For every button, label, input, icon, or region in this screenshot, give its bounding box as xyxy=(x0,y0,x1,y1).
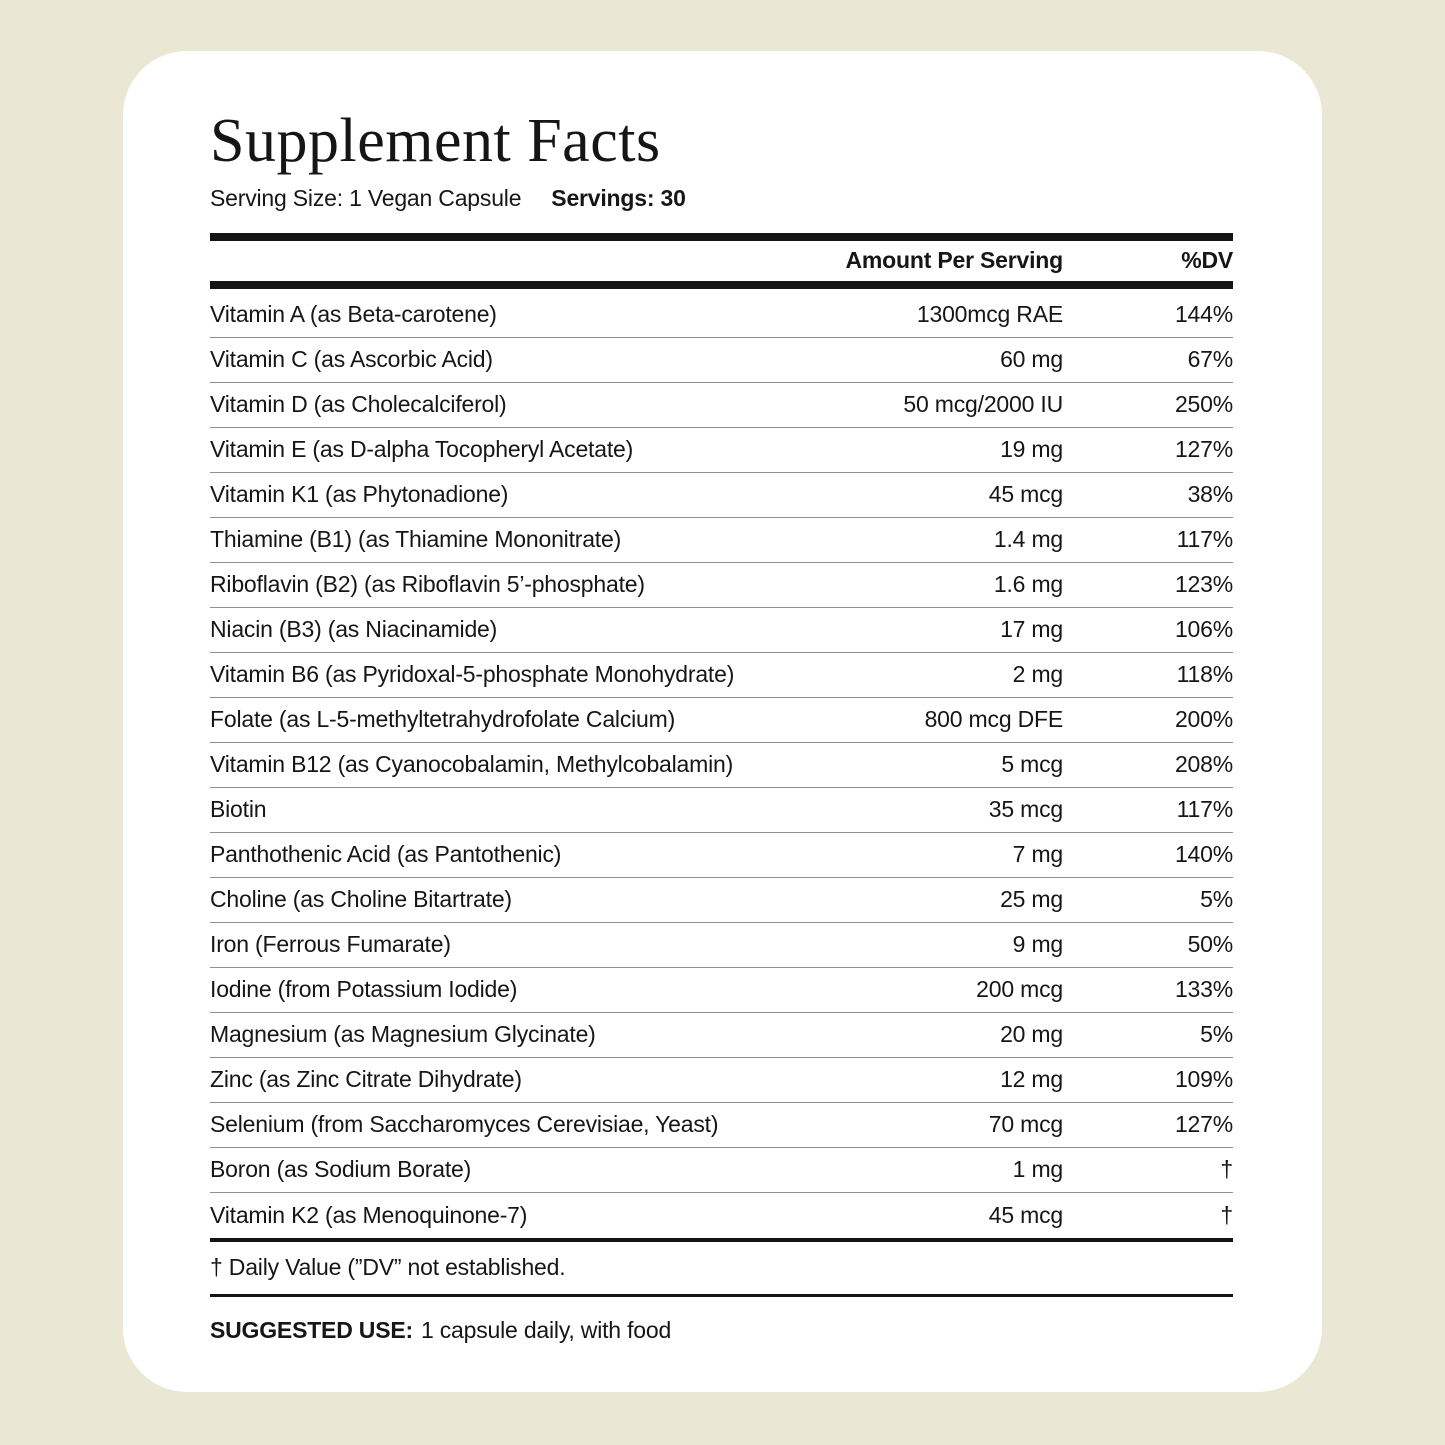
footnote xyxy=(210,1242,1233,1294)
row-amount: 5 mcg xyxy=(1001,751,1063,778)
row-nutrient: Vitamin E (as D-alpha Tocopheryl Acetate) xyxy=(210,436,634,463)
row-amount: 1.4 mg xyxy=(993,526,1063,553)
row-nutrient: Vitamin C (as Ascorbic Acid) xyxy=(210,346,493,373)
row-dv: 38% xyxy=(1187,481,1233,508)
percent-dv-header: %DV xyxy=(1181,247,1233,274)
row-dv: 140% xyxy=(1174,841,1233,868)
row-dv: 5% xyxy=(1200,1021,1233,1048)
suggested-use-label: SUGGESTED USE: xyxy=(210,1316,413,1343)
row-amount: 60 mg xyxy=(1000,346,1063,373)
row-nutrient: Riboflavin (B2) (as Riboflavin 5’-phosphate) xyxy=(210,571,645,598)
table-row xyxy=(210,833,1233,878)
table-row xyxy=(210,338,1233,383)
row-amount: 1300mcg RAE xyxy=(916,301,1063,328)
row-dv: 117% xyxy=(1176,526,1233,553)
table-row xyxy=(210,1013,1233,1058)
row-amount: 9 mg xyxy=(1012,931,1063,958)
row-dv: 106% xyxy=(1174,616,1233,643)
table-row xyxy=(210,563,1233,608)
row-dv: 208% xyxy=(1174,751,1233,778)
table-row xyxy=(210,788,1233,833)
footnote-text: † Daily Value (”DV” not established. xyxy=(210,1254,566,1281)
row-dv: 109% xyxy=(1174,1066,1233,1093)
row-dv: † xyxy=(1220,1201,1233,1228)
table-row xyxy=(210,518,1233,563)
table-row xyxy=(210,1058,1233,1103)
row-amount: 17 mg xyxy=(1000,616,1063,643)
table-row xyxy=(210,293,1233,338)
table-row xyxy=(210,1148,1233,1193)
row-nutrient: Iodine (from Potassium Iodide) xyxy=(210,976,518,1003)
row-nutrient: Selenium (from Saccharomyces Cerevisiae, Yeast) xyxy=(210,1111,719,1138)
row-dv: 50% xyxy=(1187,931,1233,958)
row-amount: 45 mcg xyxy=(988,1201,1063,1228)
page-title: Supplement Facts xyxy=(210,107,661,175)
row-dv: † xyxy=(1220,1156,1233,1183)
supplement-facts-panel xyxy=(123,51,1322,1392)
row-nutrient: Biotin xyxy=(210,796,267,823)
row-nutrient: Vitamin D (as Cholecalciferol) xyxy=(210,391,507,418)
row-nutrient: Panthothenic Acid (as Pantothenic) xyxy=(210,841,562,868)
row-nutrient: Vitamin K1 (as Phytonadione) xyxy=(210,481,509,508)
row-amount: 800 mcg DFE xyxy=(924,706,1063,733)
row-dv: 133% xyxy=(1174,976,1233,1003)
row-nutrient: Thiamine (B1) (as Thiamine Mononitrate) xyxy=(210,526,622,553)
footnote-bottom-rule xyxy=(210,1294,1233,1297)
row-nutrient: Vitamin A (as Beta-carotene) xyxy=(210,301,497,328)
row-dv: 127% xyxy=(1174,436,1233,463)
row-nutrient: Iron (Ferrous Fumarate) xyxy=(210,931,451,958)
row-nutrient: Niacin (B3) (as Niacinamide) xyxy=(210,616,498,643)
row-amount: 20 mg xyxy=(1000,1021,1063,1048)
row-nutrient: Folate (as L-5-methyltetrahydrofolate Calcium) xyxy=(210,706,676,733)
row-nutrient: Boron (as Sodium Borate) xyxy=(210,1156,472,1183)
row-dv: 127% xyxy=(1174,1111,1233,1138)
table-row xyxy=(210,923,1233,968)
row-dv: 67% xyxy=(1187,346,1233,373)
row-amount: 2 mg xyxy=(1012,661,1063,688)
row-amount: 45 mcg xyxy=(988,481,1063,508)
row-dv: 144% xyxy=(1174,301,1233,328)
row-amount: 19 mg xyxy=(1000,436,1063,463)
table-row xyxy=(210,1103,1233,1148)
row-dv: 250% xyxy=(1174,391,1233,418)
row-dv: 123% xyxy=(1174,571,1233,598)
serving-info xyxy=(210,185,1233,212)
row-amount: 7 mg xyxy=(1012,841,1063,868)
top-rule xyxy=(210,233,1233,241)
row-nutrient: Choline (as Choline Bitartrate) xyxy=(210,886,512,913)
row-amount: 200 mcg xyxy=(976,976,1063,1003)
row-amount: 1 mg xyxy=(1012,1156,1063,1183)
row-amount: 25 mg xyxy=(1000,886,1063,913)
table-row xyxy=(210,473,1233,518)
header-bottom-rule xyxy=(210,281,1233,289)
table-row xyxy=(210,428,1233,473)
servings-count-text: Servings: 30 xyxy=(551,184,686,211)
row-amount: 12 mg xyxy=(1000,1066,1063,1093)
table-header-row xyxy=(210,241,1233,281)
row-dv: 117% xyxy=(1176,796,1233,823)
row-amount: 1.6 mg xyxy=(993,571,1063,598)
serving-size-text: Serving Size: 1 Vegan Capsule xyxy=(210,184,522,211)
table-row xyxy=(210,608,1233,653)
row-nutrient: Vitamin B6 (as Pyridoxal-5-phosphate Monohydrate) xyxy=(210,661,735,688)
row-nutrient: Vitamin B12 (as Cyanocobalamin, Methylcobalamin) xyxy=(210,751,734,778)
row-amount: 50 mcg/2000 IU xyxy=(903,391,1063,418)
suggested-use-text: 1 capsule daily, with food xyxy=(420,1316,672,1343)
row-nutrient: Vitamin K2 (as Menoquinone-7) xyxy=(210,1201,528,1228)
table-row xyxy=(210,383,1233,428)
amount-per-serving-header: Amount Per Serving xyxy=(845,247,1063,274)
facts-rows xyxy=(210,289,1233,1238)
table-row xyxy=(210,968,1233,1013)
suggested-use xyxy=(210,1317,1233,1344)
table-row xyxy=(210,1193,1233,1238)
table-row xyxy=(210,743,1233,788)
row-dv: 118% xyxy=(1176,661,1233,688)
row-dv: 200% xyxy=(1174,706,1233,733)
table-row xyxy=(210,698,1233,743)
row-nutrient: Zinc (as Zinc Citrate Dihydrate) xyxy=(210,1066,522,1093)
row-amount: 35 mcg xyxy=(988,796,1063,823)
row-dv: 5% xyxy=(1200,886,1233,913)
row-amount: 70 mcg xyxy=(988,1111,1063,1138)
row-nutrient: Magnesium (as Magnesium Glycinate) xyxy=(210,1021,596,1048)
table-row xyxy=(210,653,1233,698)
table-row xyxy=(210,878,1233,923)
